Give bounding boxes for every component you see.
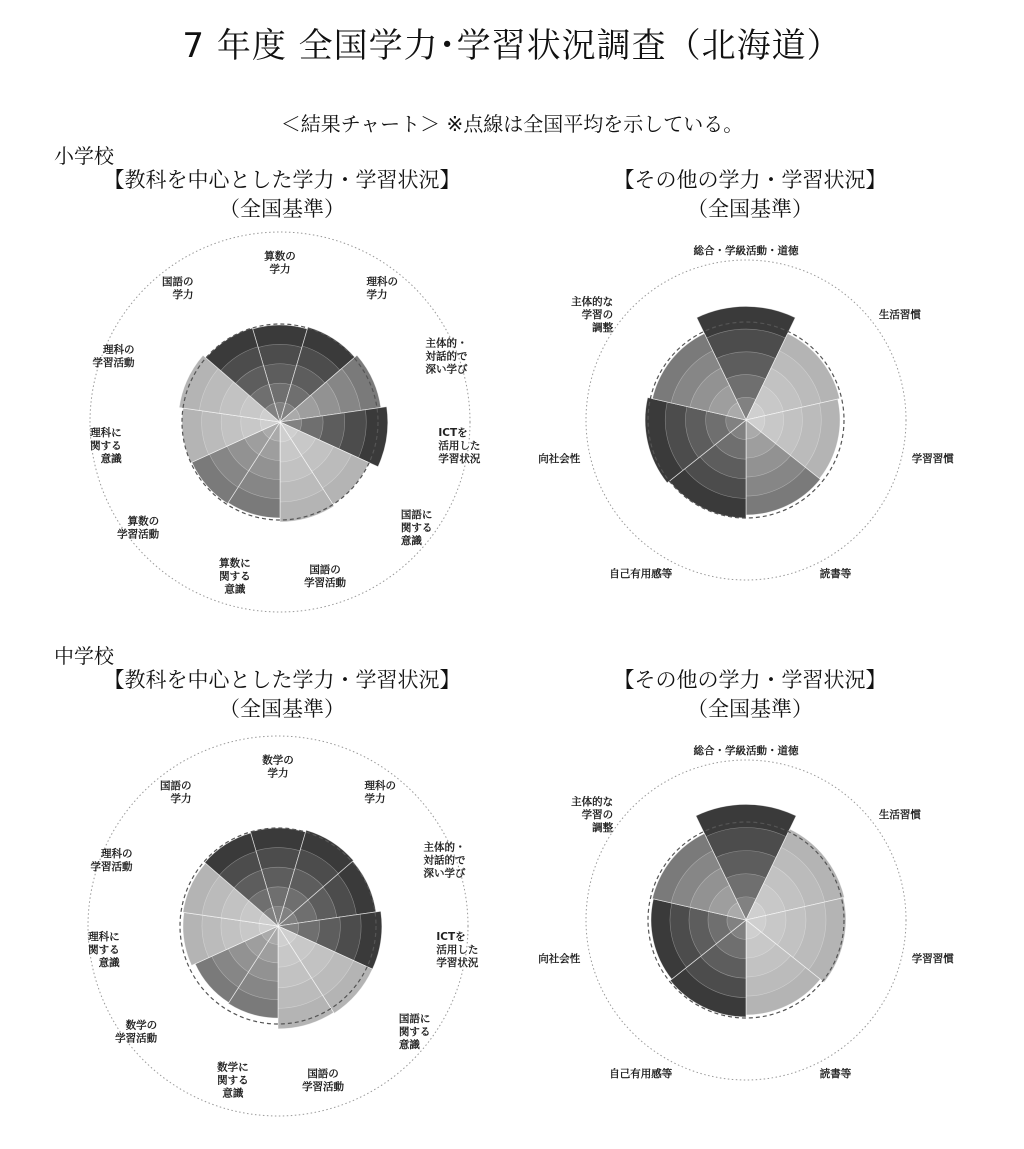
- axis-label: 国語の学習活動: [304, 564, 347, 590]
- axis-label: 学習習慣: [911, 952, 954, 965]
- panel-heading: 【教科を中心とした学力・学習状況】: [103, 168, 461, 192]
- panel-basis: （全国基準）: [219, 197, 345, 221]
- axis-label: 総合・学級活動・道徳: [693, 245, 799, 257]
- axis-label: 主体的な学習の調整: [571, 796, 614, 835]
- axis-label: 自己有用感等: [609, 1068, 673, 1081]
- axis-label: 算数の学力: [264, 250, 296, 276]
- axis-label: 数学の学習活動: [115, 1019, 158, 1045]
- panel-basis: （全国基準）: [219, 697, 345, 721]
- axis-label: 国語に関する意識: [398, 1012, 431, 1051]
- axis-label: 国語に関する意識: [400, 508, 433, 547]
- panel-basis: （全国基準）: [687, 197, 813, 221]
- axis-label: 学習習慣: [911, 452, 954, 465]
- axis-label: 主体的・対話的で深い学び: [425, 337, 468, 376]
- panel-heading: 【教科を中心とした学力・学習状況】: [103, 668, 461, 692]
- school-label-junior-high: 中学校: [54, 644, 114, 668]
- axis-label: 読書等: [819, 1068, 852, 1081]
- axis-label: 生活習慣: [878, 809, 921, 822]
- axis-label: 理科に関する意識: [88, 930, 120, 969]
- axis-label: 理科の学力: [366, 275, 399, 301]
- axis-label: 国語の学習活動: [302, 1068, 345, 1094]
- panel-heading: 【その他の学力・学習状況】: [613, 668, 887, 692]
- axis-label: 算数に関する意識: [219, 557, 251, 596]
- page-title: 7 年度 全国学力･学習状況調査（北海道）: [182, 26, 842, 66]
- axis-label: ICTを活用した学習状況: [436, 930, 479, 969]
- axis-label: 理科の学力: [364, 779, 397, 805]
- axis-label: 理科の学習活動: [90, 848, 133, 874]
- axis-label: ICTを活用した学習状況: [438, 426, 481, 465]
- axis-label: 理科の学習活動: [92, 344, 135, 370]
- axis-label: 理科に関する意識: [90, 426, 122, 465]
- axis-label: 読書等: [819, 568, 852, 581]
- axis-label: 主体的・対話的で深い学び: [423, 841, 466, 880]
- axis-label: 国語の学力: [159, 779, 192, 805]
- radar-chart-2: [538, 244, 954, 580]
- panel-basis: （全国基準）: [687, 697, 813, 721]
- radar-chart-1: [90, 232, 481, 612]
- axis-label: 算数の学習活動: [117, 515, 160, 541]
- axis-label: 総合・学級活動・道徳: [693, 745, 799, 757]
- panel-heading: 【その他の学力・学習状況】: [613, 168, 887, 192]
- axis-label: 向社会性: [538, 452, 581, 465]
- axis-label: 主体的な学習の調整: [571, 296, 614, 335]
- school-label-elementary: 小学校: [54, 144, 114, 168]
- axis-label: 生活習慣: [878, 309, 921, 322]
- axis-label: 向社会性: [538, 952, 581, 965]
- radar-chart-3: [88, 736, 479, 1116]
- axis-label: 国語の学力: [161, 275, 194, 301]
- page-subtitle: ＜結果チャート＞ ※点線は全国平均を示している。: [280, 112, 744, 136]
- radar-chart-4: [538, 744, 954, 1080]
- axis-label: 自己有用感等: [609, 568, 673, 581]
- axis-label: 数学に関する意識: [217, 1061, 249, 1100]
- axis-label: 数学の学力: [262, 754, 294, 780]
